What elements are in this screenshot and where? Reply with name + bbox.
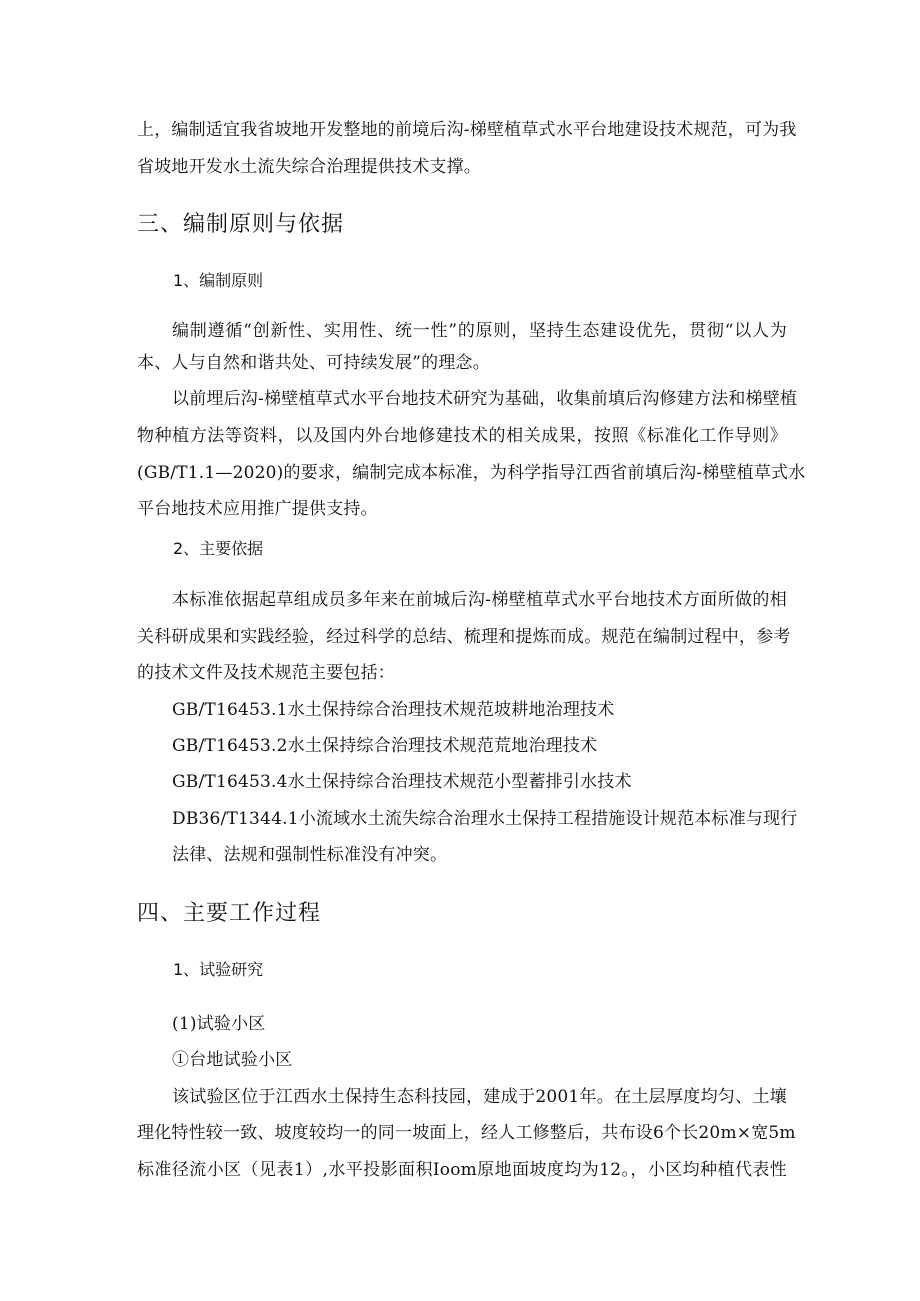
paragraph-line: 本、人与自然和谐共处、可持续发展”的理念。 [137, 353, 490, 373]
section-heading: 四、主要工作过程 [137, 901, 322, 926]
paragraph-line: 关科研成果和实践经验，经过科学的总结、梳理和提炼而成。规范在编制过程中，参考 [137, 627, 791, 647]
reference-item: 法律、法规和强制性标准没有冲突。 [172, 845, 448, 865]
list-item: ①台地试验小区 [172, 1050, 293, 1070]
subsection-heading: 1、试验研究 [173, 960, 264, 979]
section-heading: 三、编制原则与依据 [137, 212, 345, 237]
paragraph-line: 理化特性较一致、坡度较均一的同一坡面上，经人工修整后，共布设6个长20m×宽5m [137, 1123, 796, 1143]
paragraph-line: 物种植方法等资料，以及国内外台地修建技术的相关成果，按照《标准化工作导则》 [137, 426, 787, 446]
paragraph-line: 编制遵循“创新性、实用性、统一性”的原则，坚持生态建设优先，贯彻“以人为 [172, 321, 787, 341]
paragraph-line: 本标准依据起草组成员多年来在前城后沟-梯壁植草式水平台地技术方面所做的相 [172, 590, 787, 610]
intro-line: 上，编制适宜我省坡地开发整地的前境后沟-梯壁植草式水平台地建设技术规范，可为我 [137, 120, 797, 140]
reference-item: DB36/T1344.1小流域水土流失综合治理水土保持工程措施设计规范本标准与现行 [172, 809, 798, 829]
paragraph-line: 平台地技术应用推广提供支持。 [137, 499, 378, 519]
paragraph-line: 标准径流小区（见表1）,水平投影面积Ioom原地面坡度均为12。，小区均种植代表性 [137, 1160, 787, 1180]
reference-item: GB/T16453.4水土保持综合治理技术规范小型蓄排引水技术 [172, 772, 632, 792]
list-item: (1)试验小区 [172, 1014, 266, 1034]
paragraph-line: 的技术文件及技术规范主要包括： [137, 663, 395, 683]
subsection-heading: 2、主要依据 [173, 539, 264, 558]
paragraph-line: (GB/T1.1—2020)的要求，编制完成本标准，为科学指导江西省前填后沟-梯壁植草式水 [137, 463, 806, 483]
reference-item: GB/T16453.1水土保持综合治理技术规范坡耕地治理技术 [172, 700, 615, 720]
paragraph-line: 该试验区位于江西水土保持生态科技园，建成于2001年。在土层厚度均匀、土壤 [172, 1087, 787, 1107]
intro-line: 省坡地开发水土流失综合治理提供技术支撑。 [137, 157, 481, 177]
paragraph-line: 以前埋后沟-梯壁植草式水平台地技术研究为基础，收集前填后沟修建方法和梯壁植 [172, 389, 798, 409]
reference-item: GB/T16453.2水土保持综合治理技术规范荒地治理技术 [172, 736, 598, 756]
subsection-heading: 1、编制原则 [173, 271, 264, 290]
